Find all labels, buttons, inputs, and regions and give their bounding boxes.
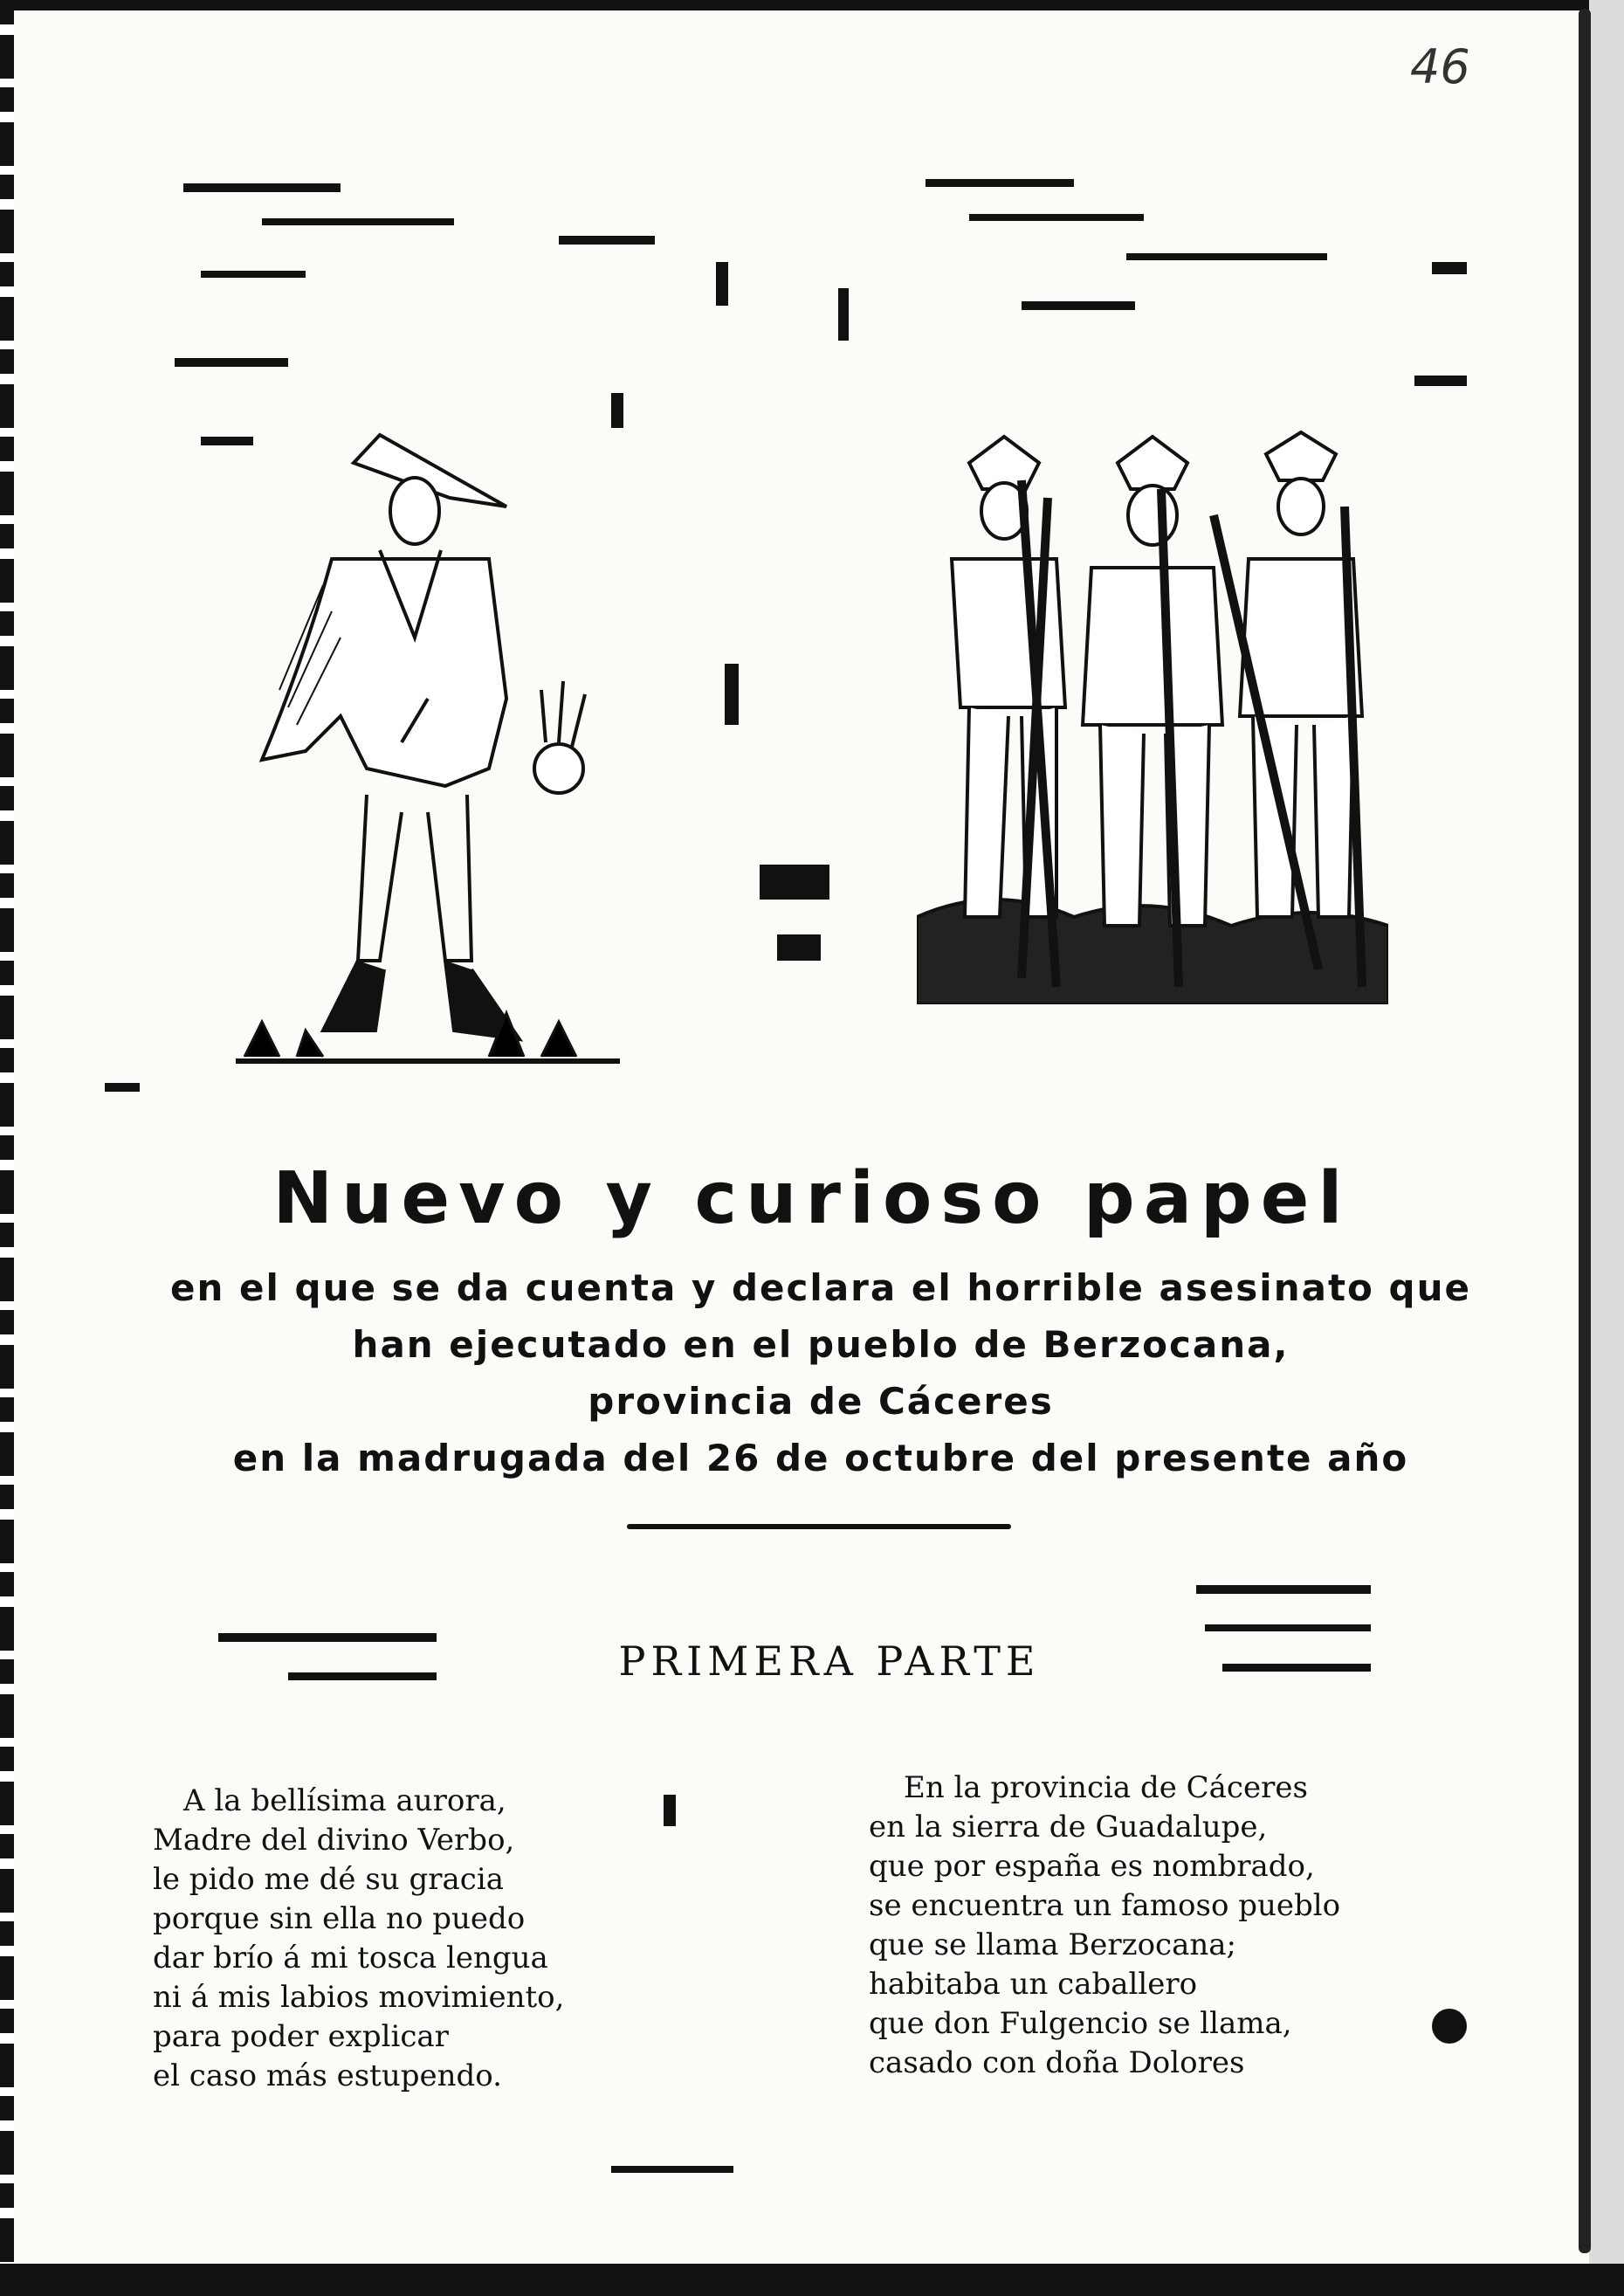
verse-line: habitaba un caballero <box>869 1967 1198 2002</box>
verse-line: Madre del divino Verbo, <box>153 1823 515 1858</box>
subtitle-line-2: han ejecutado en el pueblo de Berzocana, <box>352 1323 1290 1366</box>
verse-line: En la provincia de Cáceres <box>904 1770 1308 1805</box>
woodcut-soldiers-illustration <box>917 428 1388 1004</box>
verse-left-column <box>153 1782 642 2096</box>
verse-line: el caso más estupendo. <box>153 2058 502 2093</box>
verse-line: ni á mis labios movimiento, <box>153 1980 565 2015</box>
woodcut-man-illustration <box>227 428 637 1074</box>
verse-line: casado con doña Dolores <box>869 2045 1245 2080</box>
verse-line: A la bellísima aurora, <box>183 1783 506 1818</box>
subtitle-line-1: en el que se da cuenta y declara el horrible asesinato que <box>170 1266 1471 1309</box>
verse-line: dar brío á mi tosca lengua <box>153 1941 548 1975</box>
subtitle-line-3: provincia de Cáceres <box>588 1380 1054 1423</box>
verse-line: se encuentra un famoso pueblo <box>869 1888 1341 1923</box>
verse-line: que por españa es nombrado, <box>869 1849 1315 1884</box>
verse-line: para poder explicar <box>153 2019 449 2054</box>
document-title: Nuevo y curioso papel <box>272 1157 1352 1240</box>
divider-rule <box>627 1524 1011 1529</box>
section-heading: PRIMERA PARTE <box>618 1638 1041 1685</box>
verse-right-column <box>869 1769 1410 2083</box>
verse-line: en la sierra de Guadalupe, <box>869 1810 1268 1844</box>
verse-line: que se llama Berzocana; <box>869 1927 1236 1962</box>
verse-line: le pido me dé su gracia <box>153 1862 504 1897</box>
verse-line: porque sin ella no puedo <box>153 1901 526 1936</box>
verse-line: que don Fulgencio se llama, <box>869 2006 1292 2041</box>
page-number: 46 <box>1410 39 1470 94</box>
subtitle-line-4: en la madrugada del 26 de octubre del presente año <box>232 1437 1409 1479</box>
